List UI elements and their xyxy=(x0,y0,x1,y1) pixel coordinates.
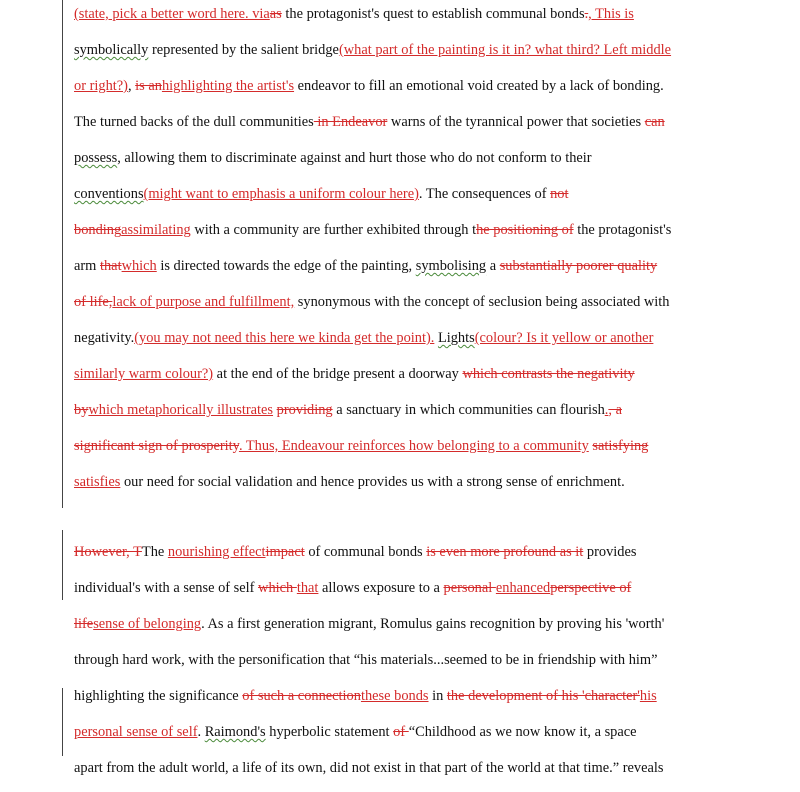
body-text: through hard work, with the personification that “his materials...seemed to be in friendship with him” xyxy=(74,652,658,668)
inserted-text: these bonds xyxy=(360,688,429,704)
deleted-text: not xyxy=(550,186,569,202)
deleted-text: of xyxy=(393,724,409,740)
body-text: our need for social validation and hence provides us with a strong sense of enrichment. xyxy=(120,474,625,490)
flagged-word: possess xyxy=(74,150,118,166)
deleted-text: , a xyxy=(608,402,622,418)
deleted-text: . xyxy=(584,6,589,22)
inserted-text: similarly warm colour?) xyxy=(74,366,214,382)
inserted-text: assimilating xyxy=(121,222,191,238)
inserted-text: nourishing effect xyxy=(167,544,266,560)
body-text: the protagonist's xyxy=(573,222,672,238)
text-line xyxy=(74,684,734,720)
inserted-text: (colour? Is it yellow or another xyxy=(474,330,654,346)
deleted-text: of such a connection xyxy=(242,688,361,704)
text-line xyxy=(74,398,734,434)
text-line xyxy=(74,254,734,290)
body-text: provides xyxy=(583,544,637,560)
deleted-text: which xyxy=(258,580,297,596)
body-text: , xyxy=(127,78,136,94)
text-line xyxy=(74,756,734,792)
body-text: warns of the tyrannical power that societies xyxy=(387,114,645,130)
body-text: The xyxy=(141,544,168,560)
inserted-text: (what part of the painting is it in? what third? Left middle xyxy=(338,42,672,58)
deleted-text: he positioning of xyxy=(476,222,574,238)
body-text: The turned backs of the dull communities xyxy=(74,114,314,130)
body-text: a xyxy=(486,258,500,274)
deleted-text: providing xyxy=(276,402,333,418)
deleted-text: impact xyxy=(265,544,305,560)
deleted-text: significant sign of prosperity xyxy=(74,438,239,454)
inserted-text: enhanced xyxy=(495,580,551,596)
body-text: highlighting the significance xyxy=(74,688,243,704)
body-text: in xyxy=(428,688,447,704)
text-line xyxy=(74,74,734,110)
text-line xyxy=(74,540,734,576)
deleted-text: which contrasts the negativity xyxy=(462,366,635,382)
deleted-text: substantially poorer quality xyxy=(499,258,658,274)
inserted-text: which metaphorically illustrates xyxy=(88,402,274,418)
deleted-text: the development of his 'character' xyxy=(446,688,640,704)
deleted-text: as xyxy=(269,6,282,22)
inserted-text: (might want to emphasis a uniform colour here) xyxy=(143,186,419,202)
body-text: . As a first generation migrant, Romulus gains recognition by proving his 'worth' xyxy=(201,616,665,632)
text-line xyxy=(74,38,734,74)
inserted-text: his xyxy=(639,688,657,704)
inserted-text: satisfies xyxy=(74,474,121,490)
deleted-text: However, T xyxy=(74,544,142,560)
text-line xyxy=(74,218,734,254)
text-line xyxy=(74,648,734,684)
body-text: represented by the salient bridge xyxy=(148,42,339,58)
paragraph-2[interactable] xyxy=(74,540,734,792)
inserted-text: highlighting the artist's xyxy=(161,78,295,94)
inserted-text: personal sense of self xyxy=(74,724,198,740)
body-text: with a community are further exhibited through t xyxy=(190,222,477,238)
deleted-text: is an xyxy=(135,78,162,94)
inserted-text: . xyxy=(604,402,609,418)
deleted-text: is even more profound as it xyxy=(426,544,584,560)
inserted-text: which xyxy=(121,258,157,274)
body-text: a sanctuary in which communities can flourish xyxy=(332,402,605,418)
flagged-word: Lights xyxy=(437,330,475,346)
deleted-text: that xyxy=(99,258,122,274)
body-text: synonymous with the concept of seclusion being associated with xyxy=(294,294,670,310)
deleted-text: of life, xyxy=(74,294,113,310)
body-text: is directed towards the edge of the painting, xyxy=(156,258,416,274)
deleted-text: perspective of xyxy=(550,580,632,596)
body-text: . xyxy=(197,724,205,740)
change-bar xyxy=(62,530,63,600)
flagged-word: conventions xyxy=(74,186,144,202)
change-bar xyxy=(62,688,63,756)
text-line xyxy=(74,290,734,326)
deleted-text: by xyxy=(74,402,89,418)
flagged-word: symbolising xyxy=(415,258,487,274)
deleted-text: can xyxy=(644,114,665,130)
text-line xyxy=(74,146,734,182)
body-text: the protagonist's quest to establish communal bonds xyxy=(281,6,585,22)
change-bar xyxy=(62,0,63,508)
text-line xyxy=(74,362,734,398)
inserted-text: that xyxy=(296,580,319,596)
inserted-text: (state, pick a better word here. via xyxy=(74,6,270,22)
inserted-text: . Thus, Endeavour reinforces how belonging to a community xyxy=(238,438,589,454)
body-text: of communal bonds xyxy=(304,544,427,560)
deleted-text: satisfying xyxy=(592,438,649,454)
body-text: individual's with a sense of self xyxy=(74,580,259,596)
deleted-text: personal xyxy=(443,580,496,596)
text-line xyxy=(74,182,734,218)
body-text: apart from the adult world, a life of its own, did not exist in that part of the world at that time.” reveals xyxy=(74,760,664,776)
body-text: . The consequences of xyxy=(418,186,551,202)
body-text: at the end of the bridge present a doorway xyxy=(213,366,463,382)
inserted-text: sense of belonging xyxy=(93,616,202,632)
paragraph-1[interactable] xyxy=(74,2,734,506)
flagged-word: Raimond's xyxy=(204,724,266,740)
body-text: , allowing them to discriminate against and hurt those who do not conform to their xyxy=(117,150,592,166)
text-line xyxy=(74,612,734,648)
body-text: allows exposure to a xyxy=(318,580,444,596)
text-line xyxy=(74,110,734,146)
flagged-word: symbolically xyxy=(74,42,149,58)
inserted-text: , This is xyxy=(588,6,634,22)
deleted-text: in Endeavor xyxy=(313,114,388,130)
inserted-text: or right?) xyxy=(74,78,128,94)
deleted-text: bonding xyxy=(74,222,122,238)
text-line xyxy=(74,720,734,756)
text-line xyxy=(74,2,734,38)
text-line xyxy=(74,326,734,362)
body-text: “Childhood as we now know it, a space xyxy=(408,724,637,740)
text-line xyxy=(74,434,734,470)
text-line xyxy=(74,470,734,506)
body-text: arm xyxy=(74,258,100,274)
body-text: endeavor to fill an emotional void created by a lack of bonding. xyxy=(294,78,664,94)
body-text: negativity. xyxy=(74,330,135,346)
body-text: hyperbolic statement xyxy=(265,724,394,740)
text-line xyxy=(74,576,734,612)
inserted-text: (you may not need this here we kinda get the point). xyxy=(134,330,435,346)
inserted-text: lack of purpose and fulfillment, xyxy=(112,294,295,310)
deleted-text: life xyxy=(74,616,94,632)
